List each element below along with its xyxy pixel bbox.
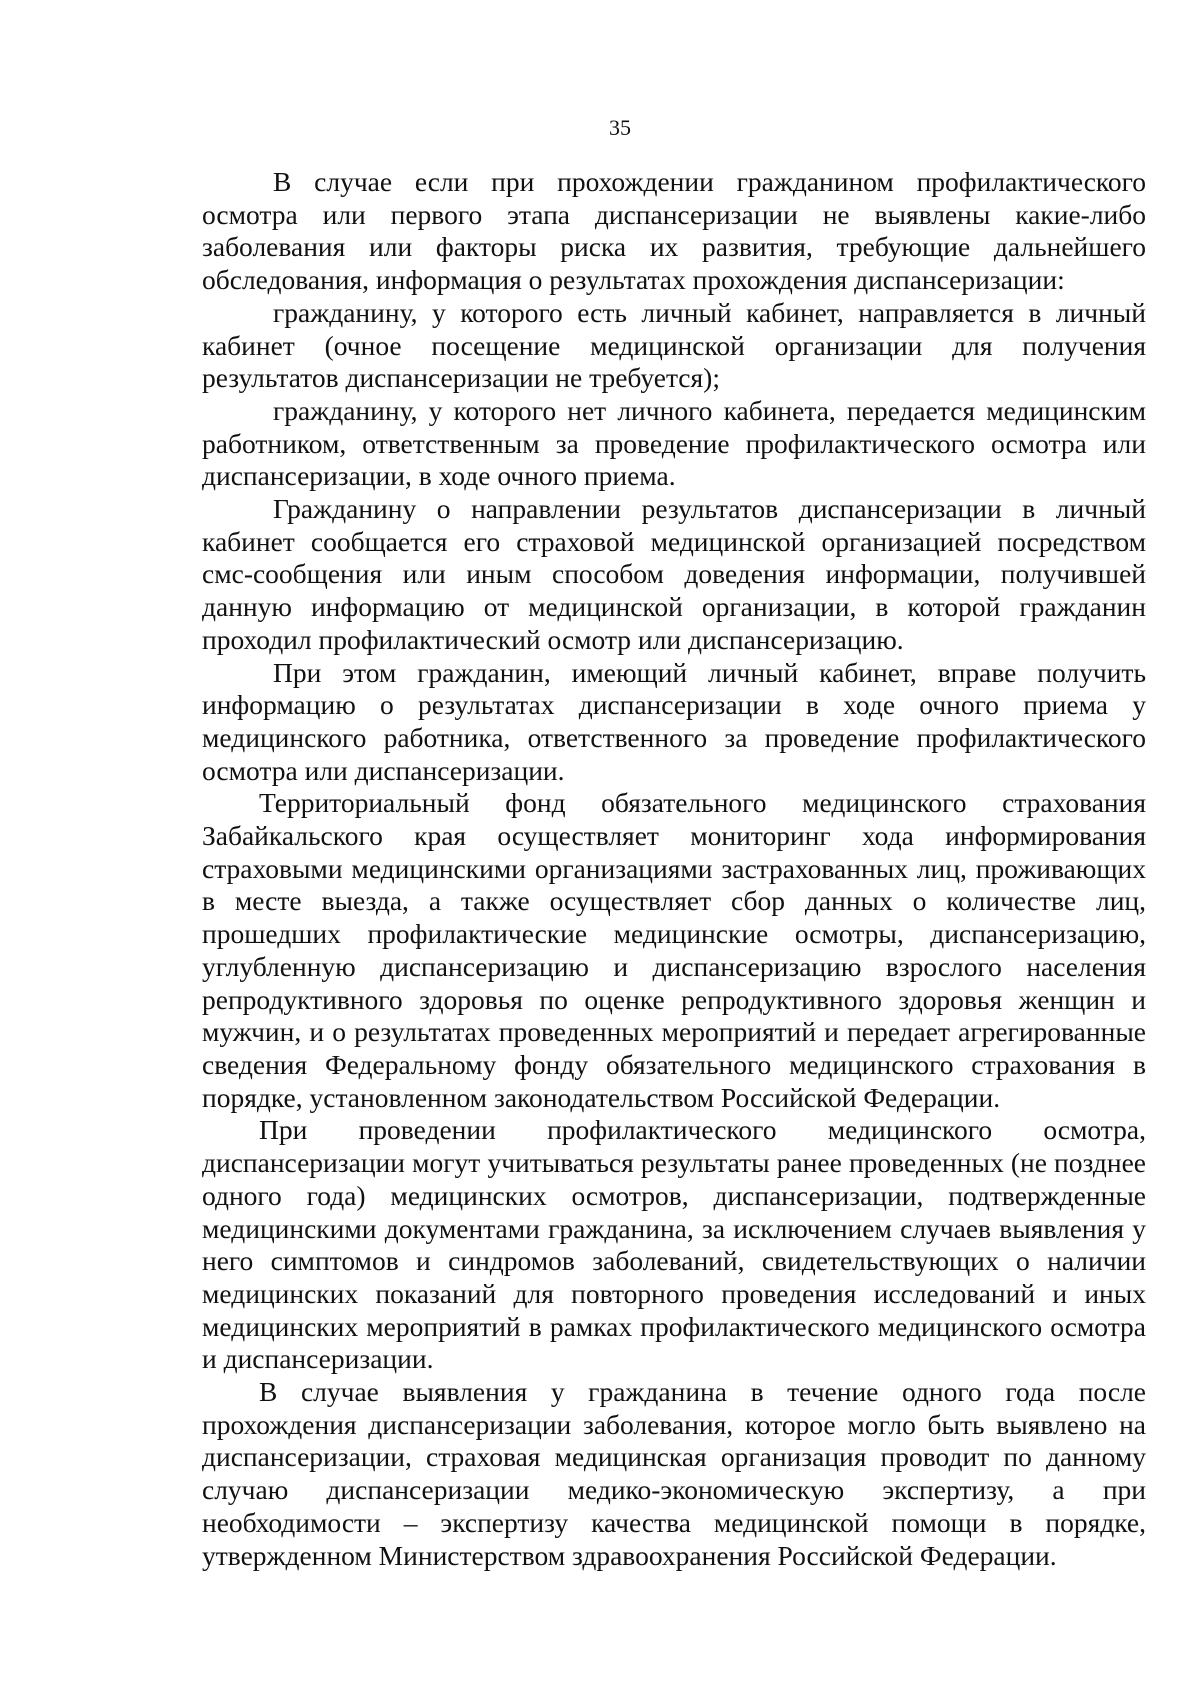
paragraph-1: В случае если при прохождении гражданином профилактического осмотра или первого этапа диспансеризации не выявлены какие-либо заболевания или факторы риска их развития, требующие дальнейшего обследования, информация о результатах прохождения диспансеризации:	[202, 166, 1146, 296]
paragraph-8: В случае выявления у гражданина в течение одного года после прохождения диспансеризации заболевания, которое могло быть выявлено на диспансеризации, страховая медицинская организация проводит по данному случаю диспансеризации медико-экономическую экспертизу, а при необходимости – экспертизу качества медицинской помощи в порядке, утвержденном Министерством здравоохранения Российской Федерации.	[202, 1376, 1146, 1571]
paragraph-3: гражданину, у которого нет личного кабинета, передается медицинским работником, ответственным за проведение профилактического осмотра или диспансеризации, в ходе очного приема.	[202, 394, 1146, 492]
document-body	[202, 166, 1146, 1572]
paragraph-6: Территориальный фонд обязательного медицинского страхования Забайкальского края осуществляет мониторинг хода информирования страховыми медицинскими организациями застрахованных лиц, проживающих в месте выезда, а также осуществляет сбор данных о количестве лиц, прошедших профилактические медицинские осмотры, диспансеризацию, углубленную диспансеризацию и диспансеризацию взрослого населения репродуктивного здоровья по оценке репродуктивного здоровья женщин и мужчин, и о результатах проведенных мероприятий и передает агрегированные сведения Федеральному фонду обязательного медицинского страхования в порядке, установленном законодательством Российской Федерации.	[202, 787, 1146, 1113]
page-number: 35	[609, 115, 631, 140]
paragraph-5: При этом гражданин, имеющий личный кабинет, вправе получить информацию о результатах диспансеризации в ходе очного приема у медицинского работника, ответственного за проведение профилактического осмотра или диспансеризации.	[202, 656, 1146, 786]
paragraph-2: гражданину, у которого есть личный кабинет, направляется в личный кабинет (очное посещение медицинской организации для получения результатов диспансеризации не требуется);	[202, 296, 1146, 394]
paragraph-4: Гражданину о направлении результатов диспансеризации в личный кабинет сообщается его страховой медицинской организацией посредством смс-сообщения или иным способом доведения информации, получившей данную информацию от медицинской организации, в которой гражданин проходил профилактический осмотр или диспансеризацию.	[202, 493, 1146, 655]
paragraph-7: При проведении профилактического медицинского осмотра, диспансеризации могут учитываться результаты ранее проведенных (не позднее одного года) медицинских осмотров, диспансеризации, подтвержденные медицинскими документами гражданина, за исключением случаев выявления у него симптомов и синдромов заболеваний, свидетельствующих о наличии медицинских показаний для повторного проведения исследований и иных медицинских мероприятий в рамках профилактического медицинского осмотра и диспансеризации.	[202, 1114, 1146, 1375]
